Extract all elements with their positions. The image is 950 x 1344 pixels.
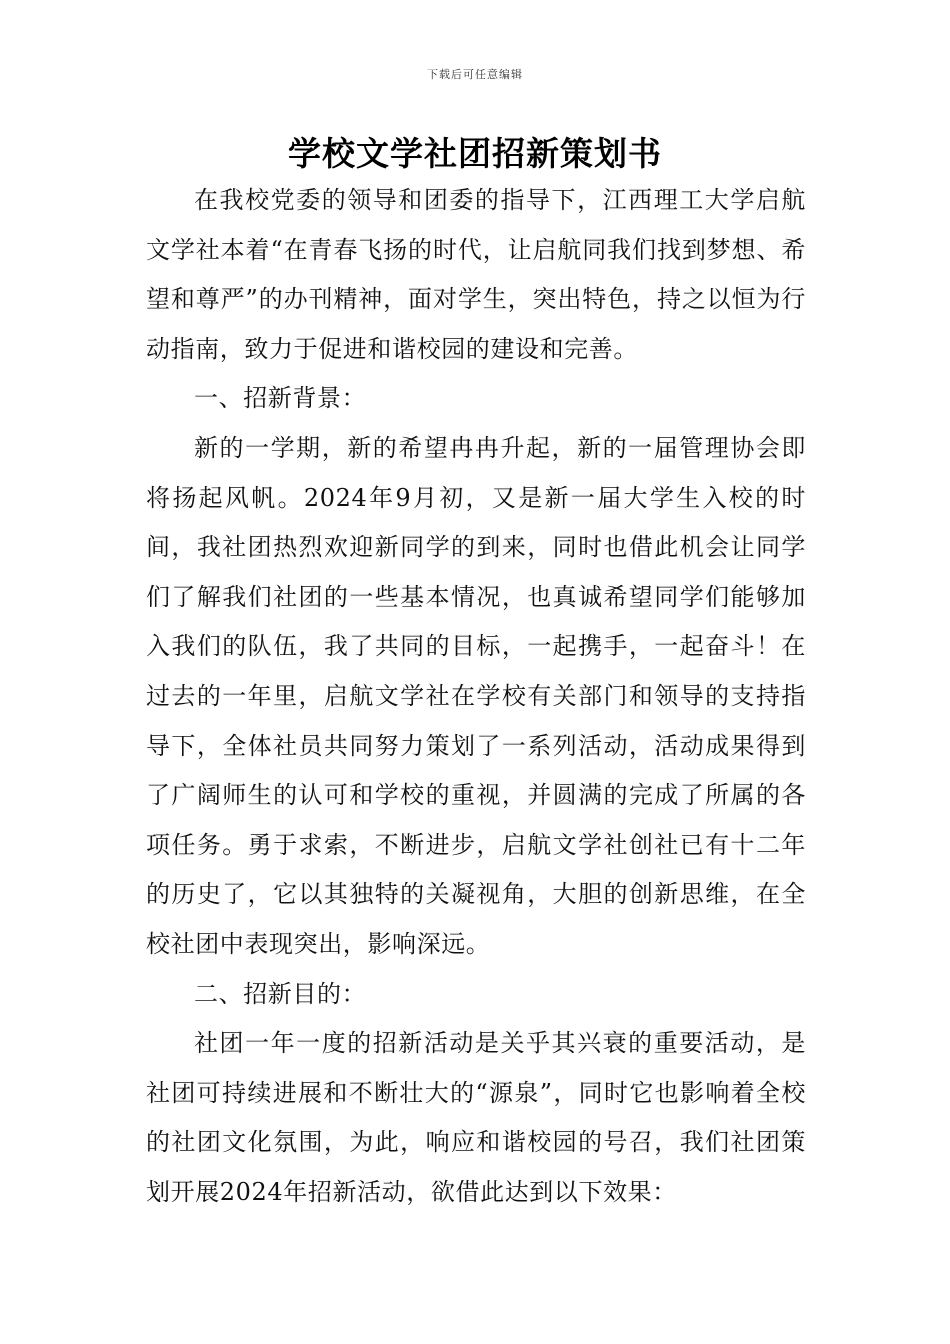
section-heading-purpose: 二、招新目的： <box>194 979 367 1008</box>
paragraph-background: 新的一学期，新的希望冉冉升起，新的一届管理协会即将扬起风帆。2024年9月初，又是新一届大学生入校的时间，我社团热烈欢迎新同学的到来，同时也借此机会让同学们了解我们社团的一些基本情况，也真诚希望同学们能够加入我们的队伍，我了共同的目标，一起携手，一起奋斗！在过去的一年里，启航文学社在学校有关部门和领导的支持指导下，全体社员共同努力策划了一系列活动，活动成果得到了广阔师生的认可和学校的重视，并圆满的完成了所属的各项任务。勇于求索，不断进步，启航文学社创社已有十二年的历史了，它以其独特的关凝视角，大胆的创新思维，在全校社团中表现突出，影响深远。 <box>146 433 806 958</box>
paragraph-purpose: 社团一年一度的招新活动是关乎其兴衰的重要活动，是社团可持续进展和不断壮大的“源泉”，同时它也影响着全校的社团文化氛围，为此，响应和谐校园的号召，我们社团策划开展2024年招新活动，欲借此达到以下效果： <box>146 1029 806 1206</box>
document-body <box>146 176 806 1217</box>
paragraph-intro: 在我校党委的领导和团委的指导下，江西理工大学启航文学社本着“在青春飞扬的时代，让启航同我们找到梦想、希望和尊严”的办刊精神，面对学生，突出特色，持之以恒为行动指南，致力于促进和谐校园的建设和完善。 <box>146 186 806 363</box>
section-heading-background: 一、招新背景： <box>194 384 367 413</box>
document-title: 学校文学社团招新策划书 <box>288 134 662 173</box>
header-note: 下载后可任意编辑 <box>427 68 523 81</box>
